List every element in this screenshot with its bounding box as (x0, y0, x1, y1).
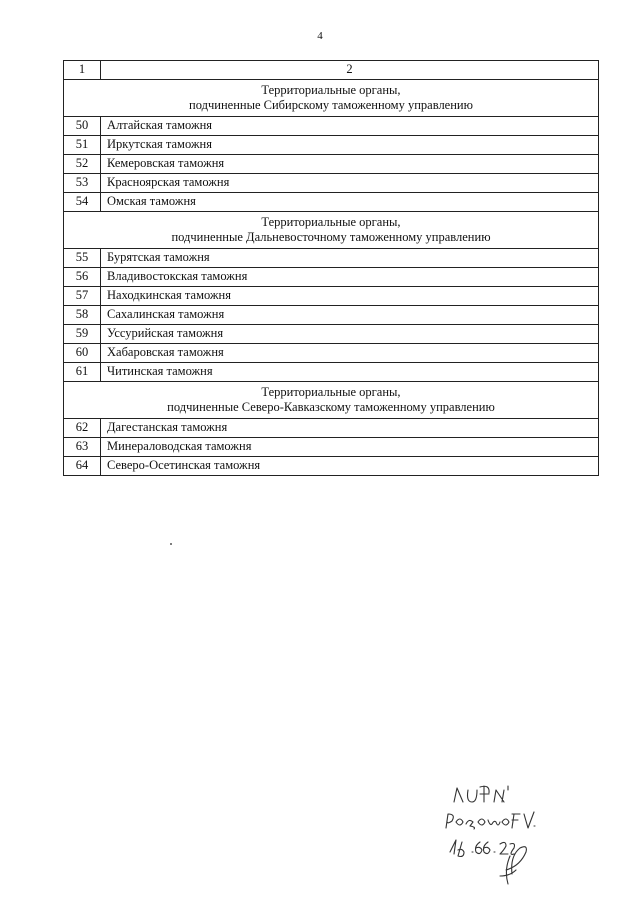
section-title-line1: Территориальные органы, (261, 215, 401, 229)
table-row (64, 249, 599, 268)
customs-name: Владивостокская таможня (101, 268, 599, 287)
customs-name: Читинская таможня (101, 363, 599, 382)
handwritten-signature (440, 780, 580, 890)
row-number: 50 (64, 117, 101, 136)
customs-name: Дагестанская таможня (101, 419, 599, 438)
section-title-line2: подчиненные Сибирскому таможенному управлению (189, 98, 473, 112)
customs-name: Минераловодская таможня (101, 438, 599, 457)
table-row (64, 136, 599, 155)
section-title-line1: Территориальные органы, (261, 385, 401, 399)
header-col-1: 1 (64, 61, 101, 80)
table-row (64, 363, 599, 382)
customs-name: Красноярская таможня (101, 174, 599, 193)
table-row (64, 438, 599, 457)
row-number: 52 (64, 155, 101, 174)
customs-name: Сахалинская таможня (101, 306, 599, 325)
table-row (64, 457, 599, 476)
customs-name: Находкинская таможня (101, 287, 599, 306)
row-number: 57 (64, 287, 101, 306)
section-header-far-eastern (64, 212, 599, 249)
section-header-north-caucasian (64, 382, 599, 419)
table-row (64, 117, 599, 136)
table-row (64, 306, 599, 325)
row-number: 64 (64, 457, 101, 476)
customs-name: Уссурийская таможня (101, 325, 599, 344)
row-number: 55 (64, 249, 101, 268)
row-number: 58 (64, 306, 101, 325)
customs-name: Омская таможня (101, 193, 599, 212)
customs-name: Иркутская таможня (101, 136, 599, 155)
section-title-line2: подчиненные Дальневосточному таможенному управлению (171, 230, 491, 244)
section-title-line1: Территориальные органы, (261, 83, 401, 97)
row-number: 56 (64, 268, 101, 287)
customs-name: Кемеровская таможня (101, 155, 599, 174)
row-number: 60 (64, 344, 101, 363)
customs-name: Бурятская таможня (101, 249, 599, 268)
customs-name: Хабаровская таможня (101, 344, 599, 363)
table-row (64, 155, 599, 174)
row-number: 59 (64, 325, 101, 344)
row-number: 61 (64, 363, 101, 382)
table-header-row (64, 61, 599, 80)
row-number: 53 (64, 174, 101, 193)
header-col-2: 2 (101, 61, 599, 80)
table-row (64, 268, 599, 287)
table-row (64, 287, 599, 306)
customs-table (63, 60, 599, 476)
section-header-siberian (64, 80, 599, 117)
customs-name: Северо-Осетинская таможня (101, 457, 599, 476)
table-row (64, 193, 599, 212)
row-number: 63 (64, 438, 101, 457)
row-number: 54 (64, 193, 101, 212)
table-row (64, 344, 599, 363)
customs-name: Алтайская таможня (101, 117, 599, 136)
row-number: 51 (64, 136, 101, 155)
section-title-line2: подчиненные Северо-Кавказскому таможенному управлению (167, 400, 495, 414)
table-row (64, 174, 599, 193)
table-row (64, 419, 599, 438)
table-row (64, 325, 599, 344)
stray-dot (170, 543, 172, 545)
row-number: 62 (64, 419, 101, 438)
page-number: 4 (317, 30, 323, 42)
